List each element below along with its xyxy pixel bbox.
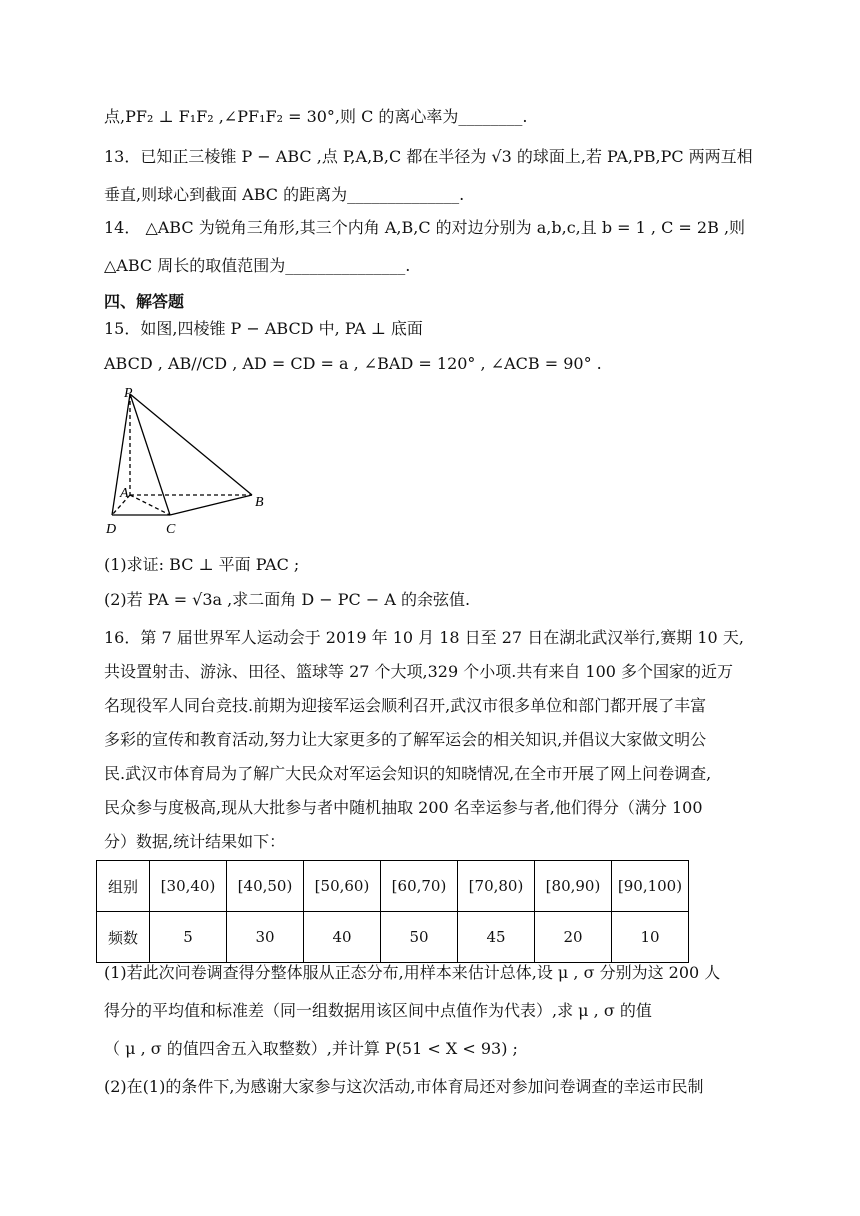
vertex-label-D: D (106, 522, 117, 537)
vertex-label-C: C (166, 522, 176, 537)
question-16-line-5: 民.武汉市体育局为了解广大民众对军运会知识的知晓情况,在全市开展了网上问卷调查, (104, 764, 712, 783)
table-cell: 40 (304, 912, 381, 963)
question-15-line-1: 15．如图,四棱锥 P − ABCD 中, PA ⊥ 底面 (104, 319, 423, 338)
vertex-label-P: P (124, 386, 133, 401)
table-cell: [50,60) (304, 861, 381, 912)
question-16-part-2: (2)在(1)的条件下,为感谢大家参与这次活动,市体育局还对参加问卷调查的幸运市民制 (104, 1077, 704, 1096)
table-cell: [40,50) (227, 861, 304, 912)
question-15-part-2: (2)若 PA = √3a ,求二面角 D − PC − A 的余弦值. (104, 590, 471, 609)
section-heading: 四、解答题 (104, 292, 185, 311)
table-row (97, 861, 689, 912)
table-cell: 20 (535, 912, 612, 963)
table-cell: [70,80) (458, 861, 535, 912)
table-cell: [90,100) (612, 861, 689, 912)
table-cell: 50 (381, 912, 458, 963)
question-16-part-1-line-3: （ μ , σ 的值四舍五入取整数）,并计算 P(51 < X < 93) ; (104, 1039, 518, 1058)
question-15-line-2: ABCD , AB//CD , AD = CD = a , ∠BAD = 120° , ∠ACB = 90° . (104, 354, 602, 373)
table-cell: 10 (612, 912, 689, 963)
table-cell: 45 (458, 912, 535, 963)
question-15-part-1: (1)求证: BC ⊥ 平面 PAC ; (104, 555, 300, 574)
vertex-label-B: B (255, 495, 264, 510)
table-cell: [60,70) (381, 861, 458, 912)
question-14-line-2: △ABC 周长的取值范围为_______________. (104, 256, 411, 275)
question-16-part-1-line-1: (1)若此次问卷调查得分整体服从正态分布,用样本来估计总体,设 μ , σ 分别为这 200 人 (104, 963, 721, 982)
question-13-line-1: 13．已知正三棱锥 P − ABC ,点 P,A,B,C 都在半径为 √3 的球面上,若 PA,PB,PC 两两互相 (104, 147, 753, 166)
question-16-line-3: 名现役军人同台竞技.前期为迎接军运会顺利召开,武汉市很多单位和部门都开展了丰富 (104, 696, 707, 715)
frequency-table (96, 860, 689, 963)
text-line-q12-tail: 点,PF₂ ⊥ F₁F₂ ,∠PF₁F₂ = 30°,则 C 的离心率为________. (104, 107, 528, 126)
question-16-line-4: 多彩的宣传和教育活动,努力让大家更多的了解军运会的相关知识,并倡议大家做文明公 (104, 730, 707, 749)
question-16-line-2: 共设置射击、游泳、田径、篮球等 27 个大项,329 个小项.共有来自 100 多个国家的近万 (104, 662, 734, 681)
table-cell: [30,40) (150, 861, 227, 912)
pyramid-figure (100, 385, 275, 540)
edge-PB (130, 394, 252, 495)
vertex-label-A: A (120, 486, 129, 501)
table-row-header: 组别 (97, 861, 150, 912)
pyramid-diagram (100, 385, 275, 540)
table-cell: [80,90) (535, 861, 612, 912)
question-16-line-7: 分）数据,统计结果如下： (104, 832, 286, 851)
question-16-line-1: 16．第 7 届世界军人运动会于 2019 年 10 月 18 日至 27 日在湖北武汉举行,赛期 10 天, (104, 628, 744, 647)
table-cell: 5 (150, 912, 227, 963)
edge-CB (170, 495, 252, 515)
question-13-line-2: 垂直,则球心到截面 ABC 的距离为______________. (104, 185, 465, 204)
table-row-header: 频数 (97, 912, 150, 963)
question-16-line-6: 民众参与度极高,现从大批参与者中随机抽取 200 名幸运参与者,他们得分（满分 100 (104, 798, 703, 817)
table-row (97, 912, 689, 963)
edge-PC (130, 394, 170, 515)
question-14-line-1: 14． △ABC 为锐角三角形,其三个内角 A,B,C 的对边分别为 a,b,c,且 b = 1 , C = 2B ,则 (104, 218, 746, 237)
question-16-part-1-line-2: 得分的平均值和标准差（同一组数据用该区间中点值作为代表）,求 μ , σ 的值 (104, 1001, 652, 1020)
table-cell: 30 (227, 912, 304, 963)
